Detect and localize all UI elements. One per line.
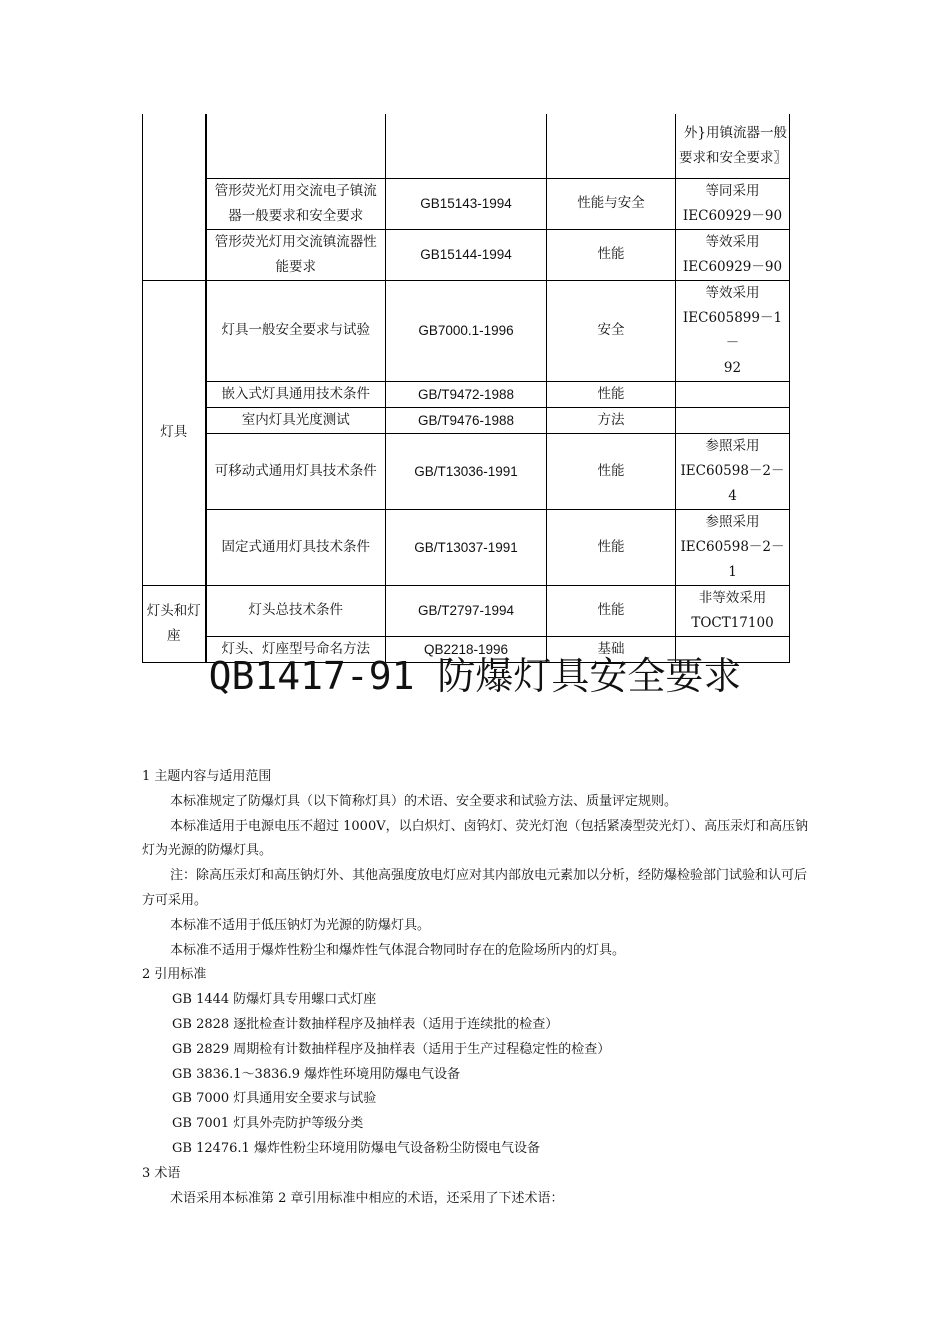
name-cell: 固定式通用灯具技术条件 [206,509,386,585]
document-body [142,765,810,1211]
type-cell: 性能 [547,509,676,585]
reference-item: GB 1444 防爆灯具专用螺口式灯座 [172,992,377,1008]
type-cell: 性能 [547,229,676,280]
paragraph: 本标准不适用于低压钠灯为光源的防爆灯具。 [170,917,431,933]
name-cell: 灯头总技术条件 [206,585,386,636]
reference-item: GB 2828 逐批检查计数抽样程序及抽样表（适用于连续批的检查） [172,1016,559,1032]
paragraph: 本标准适用于电源电压不超过 1000V，以白炽灯、卤钨灯、荧光灯泡（包括紧凑型荧光灯）、高压汞灯和高压钠灯为光源的防爆灯具。 [142,818,809,859]
category-cell: 灯头和灯座 [143,585,206,662]
relation-cell [676,509,790,585]
table-row [143,407,790,433]
relation-cell [676,280,790,381]
name-cell: 灯头、灯座型号命名方法 [206,636,386,662]
relation-cell [676,585,790,636]
code-cell [386,114,547,178]
relation-line: IEC605899－1－ [682,309,783,351]
section-heading: 2 引用标准 [142,967,207,983]
name-cell: 管形荧光灯用交流电子镇流器一般要求和安全要求 [206,178,386,229]
name-cell: 灯具一般安全要求与试验 [206,280,386,381]
relation-cell [676,178,790,229]
type-cell: 性能 [547,585,676,636]
relation-line: 参照采用 [705,513,760,530]
paragraph: 本标准规定了防爆灯具（以下简称灯具）的术语、安全要求和试验方法、质量评定规则。 [170,793,678,809]
relation-line: TOCT17100 [691,614,774,631]
category-cell: 灯具 [143,280,206,585]
name-cell: 嵌入式灯具通用技术条件 [206,381,386,407]
code-cell: GB/T2797-1994 [386,585,547,636]
section-heading: 3 术语 [142,1165,181,1181]
code-cell: GB/T9472-1988 [386,381,547,407]
category-cell [143,114,206,280]
relation-line: 非等效采用 [698,589,767,606]
relation-cell [676,433,790,509]
type-cell: 基础 [547,636,676,662]
code-cell: GB7000.1-1996 [386,280,547,381]
table-row [143,178,790,229]
table-row [143,433,790,509]
name-cell: 室内灯具光度测试 [206,407,386,433]
reference-item: GB 3836.1～3836.9 爆炸性环境用防爆电气设备 [172,1066,461,1082]
relation-cell: 外}用镇流器一般要求和安全要求〗 [676,114,790,178]
relation-line: 参照采用 [705,437,760,454]
relation-line: IEC60929－90 [682,207,783,224]
table-row [143,114,790,178]
relation-line: IEC60598－2－1 [680,538,785,580]
relation-line: IEC60929－90 [682,258,783,275]
table-row [143,509,790,585]
paragraph: 本标准不适用于爆炸性粉尘和爆炸性气体混合物同时存在的危险场所内的灯具。 [170,942,626,958]
relation-cell [676,229,790,280]
code-cell: QB2218-1996 [386,636,547,662]
document-title: QB1417-91 防爆灯具安全要求 [208,654,742,698]
table-row [143,229,790,280]
type-cell [547,114,676,178]
reference-item: GB 7001 灯具外壳防护等级分类 [172,1116,364,1132]
note-paragraph: 注：除高压汞灯和高压钠灯外、其他高强度放电灯应对其内部放电元素加以分析，经防爆检验部门试验和认可后方可采用。 [142,868,808,908]
name-cell [206,114,386,178]
standards-table [142,114,790,663]
relation-line: 92 [723,359,742,376]
code-cell: GB15143-1994 [386,178,547,229]
type-cell: 安全 [547,280,676,381]
name-cell: 可移动式通用灯具技术条件 [206,433,386,509]
reference-item: GB 12476.1 爆炸性粉尘环境用防爆电气设备粉尘防惙电气设备 [172,1140,540,1156]
relation-cell [676,381,790,407]
code-cell: GB/T13037-1991 [386,509,547,585]
relation-line: 等同采用 [705,182,760,199]
relation-cell [676,407,790,433]
relation-line: 等效采用 [705,284,760,301]
code-cell: GB/T13036-1991 [386,433,547,509]
reference-item: GB 7000 灯具通用安全要求与试验 [172,1091,377,1107]
type-cell: 性能 [547,381,676,407]
section-heading: 1 主题内容与适用范围 [142,769,272,784]
type-cell: 性能与安全 [547,178,676,229]
type-cell: 性能 [547,433,676,509]
reference-item: GB 2829 周期检有计数抽样程序及抽样表（适用于生产过程稳定性的检查） [172,1041,611,1057]
paragraph: 术语采用本标准第 2 章引用标准中相应的术语，还采用了下述术语： [170,1190,564,1206]
relation-line: IEC60598－2－4 [680,462,785,504]
code-cell: GB/T9476-1988 [386,407,547,433]
table-row [143,280,790,381]
relation-line: 等效采用 [705,233,760,250]
code-cell: GB15144-1994 [386,229,547,280]
name-cell: 管形荧光灯用交流镇流器性能要求 [206,229,386,280]
table-row [143,585,790,636]
type-cell: 方法 [547,407,676,433]
table-row [143,381,790,407]
